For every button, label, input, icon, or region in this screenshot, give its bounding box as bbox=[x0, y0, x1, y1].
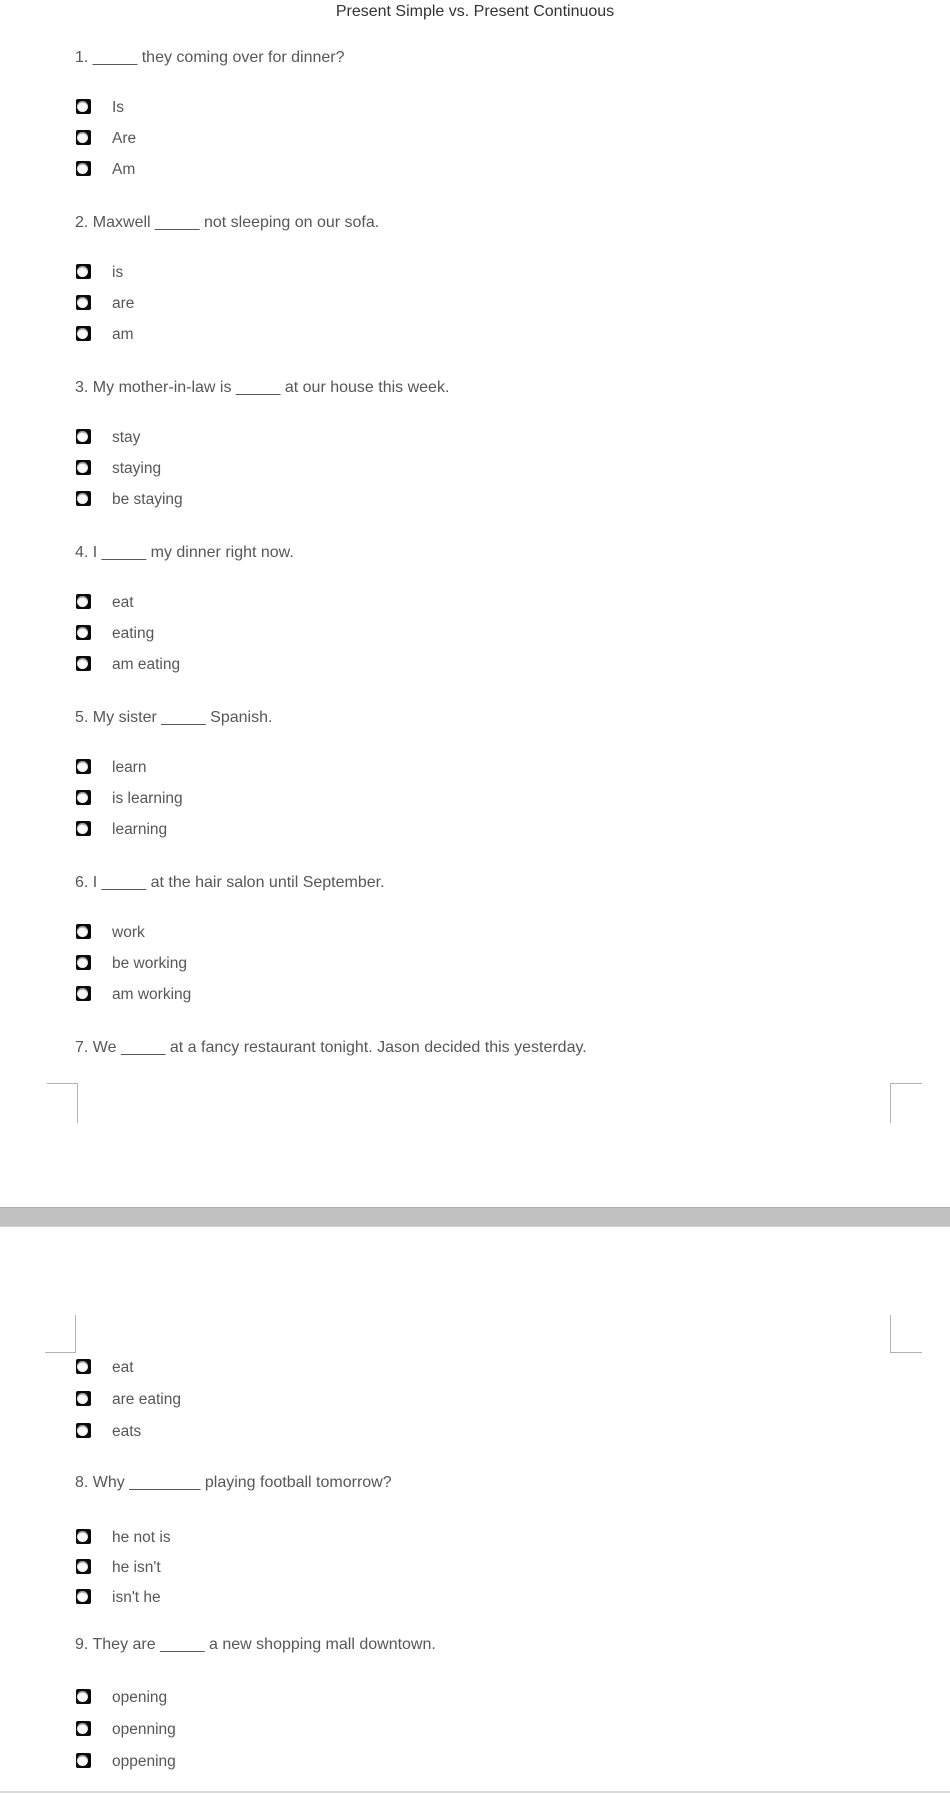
option-label: is bbox=[112, 264, 124, 281]
radio-icon[interactable] bbox=[76, 1753, 91, 1768]
question-text: 6. I _____ at the hair salon until September. bbox=[75, 874, 385, 891]
option-row[interactable] bbox=[76, 921, 145, 941]
page-corner-mark bbox=[890, 1315, 922, 1353]
option-row[interactable] bbox=[76, 756, 146, 776]
option-row[interactable] bbox=[76, 1586, 161, 1606]
option-label: stay bbox=[112, 429, 141, 446]
option-row[interactable] bbox=[76, 426, 140, 446]
option-label: am eating bbox=[112, 656, 181, 673]
option-label: eat bbox=[112, 1359, 134, 1376]
radio-icon[interactable] bbox=[76, 625, 91, 640]
option-row[interactable] bbox=[76, 127, 136, 147]
option-row[interactable] bbox=[76, 952, 187, 972]
radio-icon[interactable] bbox=[76, 594, 91, 609]
option-label: work bbox=[112, 924, 145, 941]
option-row[interactable] bbox=[76, 1556, 161, 1576]
option-row[interactable] bbox=[76, 1686, 167, 1706]
option-label: is learning bbox=[112, 790, 183, 807]
page-corner-mark bbox=[890, 1083, 922, 1123]
radio-icon[interactable] bbox=[76, 429, 91, 444]
option-row[interactable] bbox=[76, 787, 183, 807]
radio-icon[interactable] bbox=[76, 1529, 91, 1544]
option-row[interactable] bbox=[76, 457, 161, 477]
question-text: 4. I _____ my dinner right now. bbox=[75, 544, 294, 561]
option-row[interactable] bbox=[76, 158, 135, 178]
radio-icon[interactable] bbox=[76, 1359, 91, 1374]
option-row[interactable] bbox=[76, 591, 134, 611]
radio-icon[interactable] bbox=[76, 924, 91, 939]
document-title: Present Simple vs. Present Continuous bbox=[335, 3, 615, 20]
option-label: opening bbox=[112, 1689, 168, 1706]
radio-icon[interactable] bbox=[76, 460, 91, 475]
radio-icon[interactable] bbox=[76, 1721, 91, 1736]
option-row[interactable] bbox=[76, 292, 134, 312]
question-text: 5. My sister _____ Spanish. bbox=[75, 709, 273, 726]
question-text: 8. Why ________ playing football tomorrow? bbox=[75, 1474, 392, 1491]
option-label: be working bbox=[112, 955, 187, 972]
radio-icon[interactable] bbox=[76, 1589, 91, 1604]
radio-icon[interactable] bbox=[76, 161, 91, 176]
option-row[interactable] bbox=[76, 96, 124, 116]
page-corner-mark bbox=[47, 1083, 78, 1123]
option-label: openning bbox=[112, 1721, 176, 1738]
radio-icon[interactable] bbox=[76, 130, 91, 145]
radio-icon[interactable] bbox=[76, 986, 91, 1001]
option-label: learn bbox=[112, 759, 147, 776]
radio-icon[interactable] bbox=[76, 295, 91, 310]
radio-icon[interactable] bbox=[76, 955, 91, 970]
option-label: learning bbox=[112, 821, 168, 838]
option-label: he not is bbox=[112, 1529, 171, 1546]
option-row[interactable] bbox=[76, 1420, 141, 1440]
option-label: Are bbox=[112, 130, 137, 147]
option-row[interactable] bbox=[76, 1718, 176, 1738]
option-label: he isn't bbox=[112, 1559, 161, 1576]
option-row[interactable] bbox=[76, 983, 191, 1003]
radio-icon[interactable] bbox=[76, 790, 91, 805]
option-label: oppening bbox=[112, 1753, 176, 1770]
radio-icon[interactable] bbox=[76, 1559, 91, 1574]
radio-icon[interactable] bbox=[76, 759, 91, 774]
radio-icon[interactable] bbox=[76, 326, 91, 341]
radio-icon[interactable] bbox=[76, 1423, 91, 1438]
option-label: are eating bbox=[112, 1391, 181, 1408]
option-row[interactable] bbox=[76, 1388, 181, 1408]
question-text: 9. They are _____ a new shopping mall downtown. bbox=[75, 1636, 436, 1653]
radio-icon[interactable] bbox=[76, 99, 91, 114]
option-label: are bbox=[112, 295, 135, 312]
option-row[interactable] bbox=[76, 653, 180, 673]
radio-icon[interactable] bbox=[76, 821, 91, 836]
question-text: 3. My mother-in-law is _____ at our house this week. bbox=[75, 379, 450, 396]
viewport-bottom-edge bbox=[0, 1791, 950, 1793]
option-label: staying bbox=[112, 460, 162, 477]
option-row[interactable] bbox=[76, 1750, 176, 1770]
option-label: Is bbox=[112, 99, 125, 116]
option-row[interactable] bbox=[76, 323, 134, 343]
radio-icon[interactable] bbox=[76, 1391, 91, 1406]
question-text: 1. _____ they coming over for dinner? bbox=[75, 49, 345, 66]
option-label: Am bbox=[112, 161, 136, 178]
question-text: 7. We _____ at a fancy restaurant tonight. Jason decided this yesterday. bbox=[75, 1039, 587, 1056]
option-row[interactable] bbox=[76, 1356, 134, 1376]
page-break-divider bbox=[0, 1207, 950, 1227]
option-label: eating bbox=[112, 625, 155, 642]
option-label: eat bbox=[112, 594, 134, 611]
option-label: isn't he bbox=[112, 1589, 161, 1606]
radio-icon[interactable] bbox=[76, 491, 91, 506]
radio-icon[interactable] bbox=[76, 264, 91, 279]
option-label: am working bbox=[112, 986, 192, 1003]
option-label: am bbox=[112, 326, 134, 343]
option-row[interactable] bbox=[76, 1526, 171, 1546]
option-label: eats bbox=[112, 1423, 142, 1440]
radio-icon[interactable] bbox=[76, 656, 91, 671]
option-label: be staying bbox=[112, 491, 183, 508]
option-row[interactable] bbox=[76, 488, 183, 508]
page-corner-mark bbox=[45, 1315, 76, 1353]
option-row[interactable] bbox=[76, 261, 123, 281]
option-row[interactable] bbox=[76, 622, 154, 642]
option-row[interactable] bbox=[76, 818, 167, 838]
question-text: 2. Maxwell _____ not sleeping on our sofa. bbox=[75, 214, 380, 231]
radio-icon[interactable] bbox=[76, 1689, 91, 1704]
